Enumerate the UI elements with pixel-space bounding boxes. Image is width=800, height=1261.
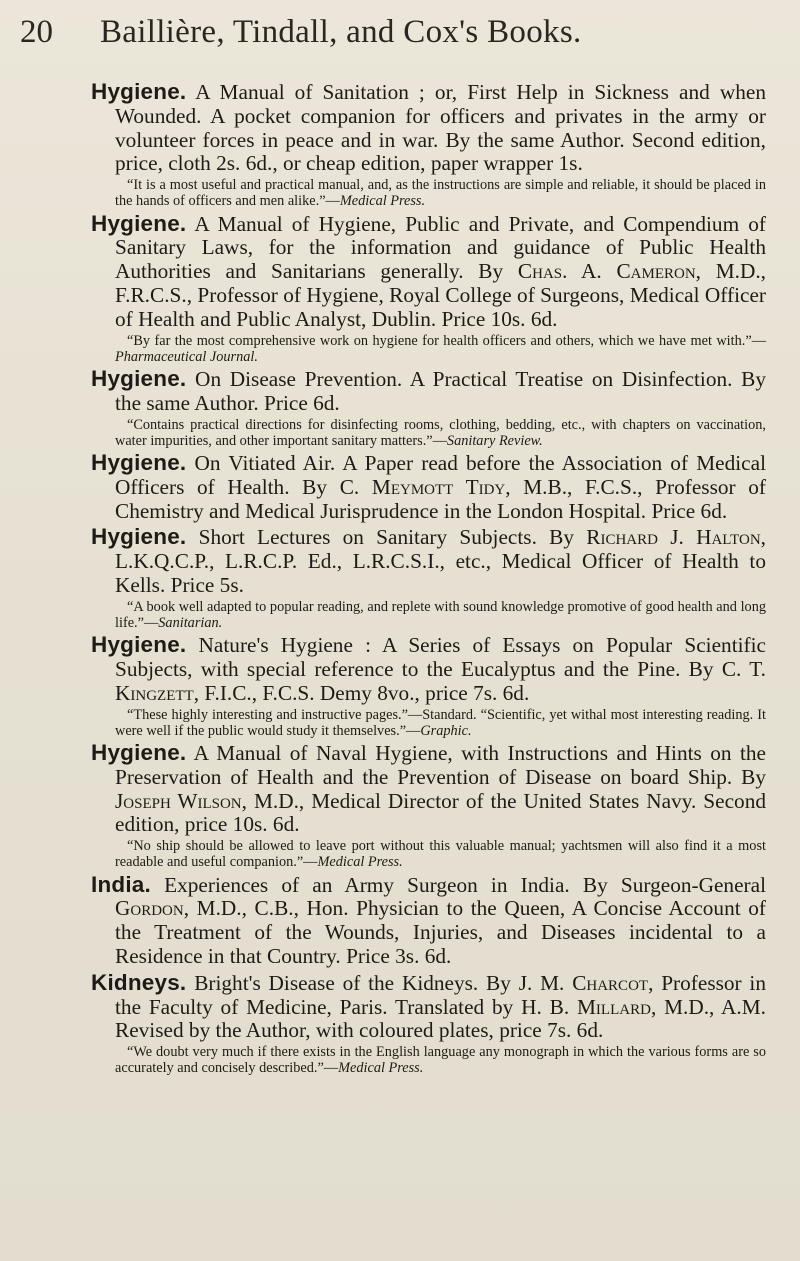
entry-text: Short Lectures on Sanitary Subjects. By: [186, 525, 587, 550]
running-title: Baillière, Tindall, and Cox's Books.: [100, 14, 582, 50]
entry-text: Bright's Disease of the Kidneys. By J. M.: [186, 970, 573, 995]
entry-description: [91, 873, 766, 969]
catalogue-entry: [91, 873, 766, 969]
entry-text: Nature's Hygiene : A Series of Essays on Popular Scientific Subjects, with special reference to the Eucalyptus and the Pine. By C. T.: [115, 633, 766, 681]
review-source: Medical Press.: [339, 193, 426, 210]
entry-description: [91, 633, 766, 705]
review-text: “We doubt very much if there exists in the English language any monograph in which the various forms are so accurately and concisely described.”—: [115, 1044, 766, 1077]
entry-text: , L.K.Q.C.P., L.R.C.P. Ed., L.R.C.S.I., etc., Medical Officer of Health to Kells. Price 5s.: [115, 525, 766, 597]
catalogue-entry: [91, 633, 766, 739]
entry-description: [91, 451, 766, 523]
review-source: Sanitarian.: [158, 614, 223, 631]
author-name: Gordon: [115, 896, 184, 921]
review-source: Medical Press.: [338, 1060, 424, 1077]
catalogue-entry: [91, 367, 766, 449]
author-name: Millard: [577, 994, 651, 1019]
author-name: Chas. A. Cameron: [517, 259, 696, 284]
entry-description: [91, 80, 766, 176]
review-source: Medical Press.: [317, 854, 403, 871]
entry-text: A Manual of Sanitation ; or, First Help in Sickness and when Wounded. A pocket companion for officers and privates in the army or volunteer forces in peace and in war. By the same Author. Second edition, price, cloth 2s. 6d., or cheap edition, paper wrapper 1s.: [115, 80, 766, 176]
entry-text: , M.D., F.R.C.S., Professor of Hygiene, Royal College of Surgeons, Medical Officer of Health and Public Analyst, Dublin. Price 10s. 6d.: [115, 259, 767, 331]
review-source: Pharmaceutical Journal.: [115, 348, 258, 365]
entry-heading: Hygiene.: [91, 739, 187, 765]
review-text: “No ship should be allowed to leave port without this valuable manual; yachtsmen will also find it a most readable and useful companion.”—: [115, 838, 766, 871]
entry-text: On Disease Prevention. A Practical Treatise on Disinfection. By the same Author. Price 6d.: [115, 366, 766, 415]
catalogue-entry: [91, 80, 766, 210]
review-text: “Contains practical directions for disinfecting rooms, clothing, bedding, etc., with chapters on vaccination, water impurities, and other important sanitary matters.”—: [115, 416, 766, 449]
entry-text: On Vitiated Air. A Paper read before the Association of Medical Officers of Health. By C.: [115, 450, 766, 499]
entry-text: A Manual of Hygiene, Public and Private, and Compendium of Sanitary Laws, for the information and guidance of Public Health Authorities and Sanitarians generally. By: [115, 211, 766, 284]
entry-text: , M.D., Medical Director of the United States Navy. Second edition, price 10s. 6d.: [115, 788, 766, 837]
review-source: Sanitary Review.: [446, 432, 543, 449]
review-text: “A book well adapted to popular reading, and replete with sound knowledge promotive of good health and long life.”—: [115, 598, 766, 631]
entry-text: , F.I.C., F.C.S. Demy 8vo., price 7s. 6d.: [193, 680, 530, 705]
page-header: [20, 14, 780, 51]
entry-text: Experiences of an Army Surgeon in India. By Surgeon-General: [150, 872, 766, 897]
review-quote: [91, 599, 766, 631]
entry-heading: Hygiene.: [91, 365, 187, 391]
entry-description: [91, 367, 766, 416]
entry-heading: Hygiene.: [91, 79, 187, 104]
entry-heading: India.: [91, 871, 151, 897]
entry-text: , M.D., C.B., Hon. Physician to the Queen, A Concise Account of the Treatment of the Wounds, Injuries, and Diseases incidental to a Residence in that Country. Price 3s. 6d.: [115, 896, 766, 968]
entry-description: [91, 971, 766, 1043]
entry-description: [91, 212, 766, 332]
review-quote: [91, 707, 766, 739]
review-text: “It is a most useful and practical manual, and, as the instructions are simple and reliable, it should be placed in the hands of officers and men alike.”—: [115, 177, 766, 210]
author-name: Charcot: [572, 970, 649, 995]
page-number: 20: [20, 14, 53, 50]
entry-text: , Professor in the Faculty of Medicine, Paris. Translated by H. B.: [115, 970, 767, 1019]
review-quote: [91, 417, 766, 449]
catalogue-entry: [91, 971, 766, 1077]
review-text: “By far the most comprehensive work on hygiene for health officers and others, which we have met with.”—: [127, 332, 766, 349]
entry-text: , M.D., A.M. Revised by the Author, with coloured plates, price 7s. 6d.: [115, 994, 766, 1043]
review-source: Graphic.: [420, 722, 472, 739]
entry-heading: Kidneys.: [91, 969, 187, 995]
catalogue-entries: [91, 80, 766, 1079]
entry-heading: Hygiene.: [91, 210, 187, 236]
entry-description: [91, 741, 766, 837]
review-text: “These highly interesting and instructive pages.”—Standard. “Scientific, yet withal most interesting reading. It were well if the public would study it themselves.”—: [115, 706, 766, 739]
entry-description: [91, 525, 766, 597]
entry-heading: Hygiene.: [91, 524, 187, 550]
author-name: Meymott Tidy: [371, 474, 506, 499]
author-name: Kingzett: [115, 680, 194, 705]
review-quote: [91, 1044, 766, 1076]
catalogue-entry: [91, 525, 766, 631]
catalogue-entry: [91, 451, 766, 523]
author-name: Richard J. Halton: [586, 525, 761, 550]
catalogue-entry: [91, 212, 766, 365]
entry-heading: Hygiene.: [91, 449, 187, 475]
entry-text: , M.B., F.C.S., Professor of Chemistry and Medical Jurisprudence in the London Hospital. Price 6d.: [115, 474, 767, 523]
review-quote: [91, 177, 766, 209]
review-quote: [91, 333, 766, 365]
author-name: Joseph Wilson: [115, 788, 242, 813]
entry-text: A Manual of Naval Hygiene, with Instructions and Hints on the Preservation of Health and the Prevention of Disease on board Ship. By: [115, 740, 766, 789]
catalogue-entry: [91, 741, 766, 871]
review-quote: [91, 838, 766, 870]
entry-heading: Hygiene.: [91, 632, 187, 658]
